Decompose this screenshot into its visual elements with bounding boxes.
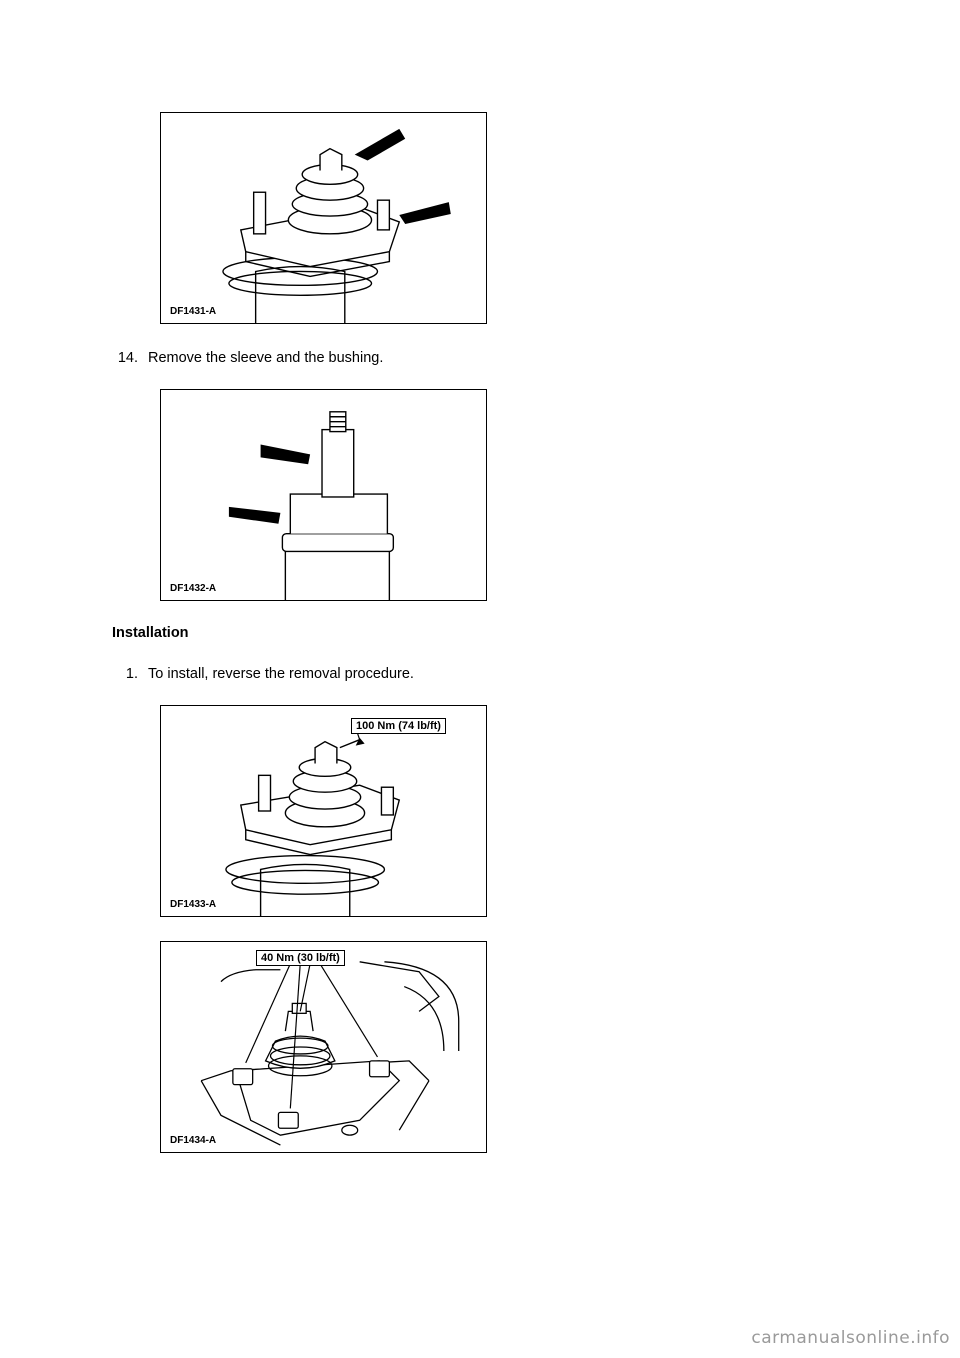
section-heading: Installation [112,625,189,641]
figure-df1433 [160,705,487,917]
strut-mount-torque-illustration [161,706,486,916]
sleeve-bushing-illustration [161,390,486,600]
step-number: 1. [125,666,138,682]
step-1 [104,666,414,682]
figure-id: DF1433-A [170,899,217,910]
step-text: Remove the sleeve and the bushing. [148,350,384,366]
torque-callout: 40 Nm (30 lb/ft) [256,950,345,966]
figure-df1434 [160,941,487,1153]
torque-callout: 100 Nm (74 lb/ft) [351,718,446,734]
figure-id: DF1434-A [170,1135,217,1146]
strut-mount-removal-illustration [161,113,486,323]
step-number: 14. [117,350,138,366]
watermark: carmanualsonline.info [751,1328,950,1348]
figure-id: DF1431-A [170,306,217,317]
figure-df1431 [160,112,487,324]
figure-df1432 [160,389,487,601]
mount-nuts-torque-illustration [161,942,486,1152]
figure-id: DF1432-A [170,583,217,594]
step-14 [104,350,383,366]
step-text: To install, reverse the removal procedure. [148,666,414,682]
